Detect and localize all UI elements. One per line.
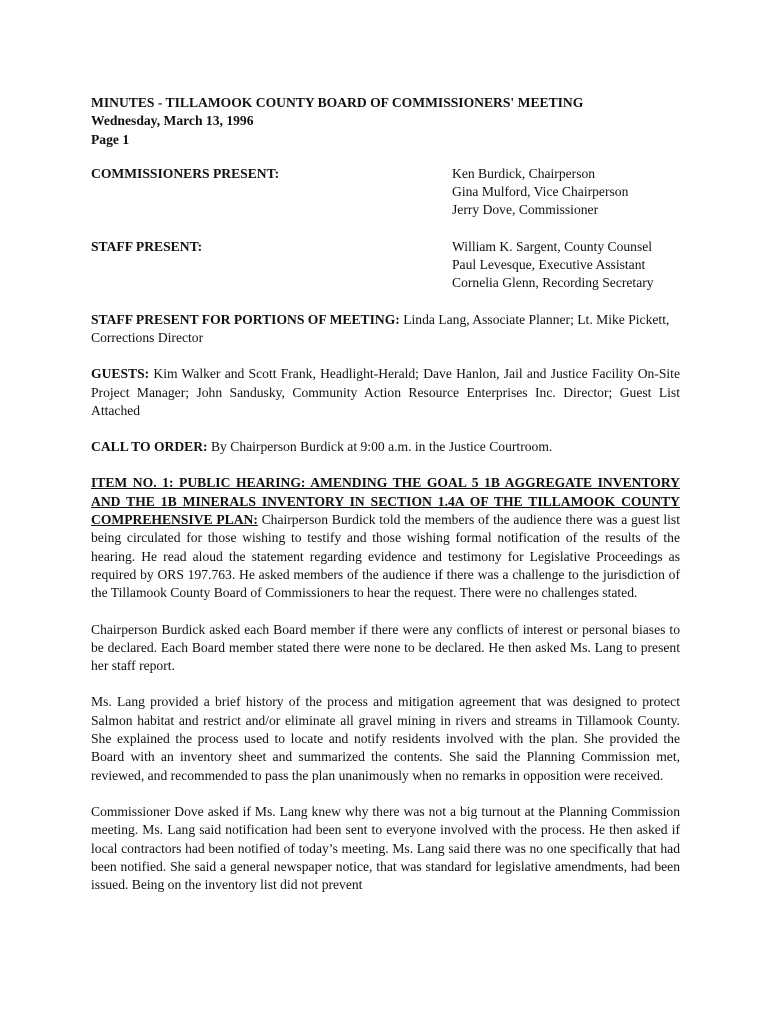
call-to-order-paragraph: [91, 438, 680, 456]
call-to-order-text: By Chairperson Burdick at 9:00 a.m. in the Justice Courtroom.: [207, 439, 553, 455]
staff-portions-paragraph: [91, 311, 680, 348]
document-header: [91, 94, 680, 149]
item-1-paragraph: [91, 474, 680, 602]
staff-name: Paul Levesque, Executive Assistant: [452, 257, 646, 273]
commissioners-present-label: COMMISSIONERS PRESENT:: [91, 165, 280, 181]
body-paragraph: Commissioner Dove asked if Ms. Lang knew why there was not a big turnout at the Planning Commission meeting. Ms. Lang said notification had been sent to everyone involved with the process. He then asked if local contractors had been notified of today’s meeting. Ms. Lang said there was no one specifically that had been notified. She said a general newspaper notice, that was standard for legislative amendments, had been issued. Being on the inventory list did not prevent: [91, 803, 680, 893]
commissioners-present-section: [91, 165, 680, 220]
item-1-title: ITEM NO. 1: PUBLIC HEARING: AMENDING THE GOAL 5 1B AGGREGATE INVENTORY AND THE 1B MINERALS INVENTORY IN SECTION 1.4A OF THE TILLAMOOK COUNTY COMPREHENSIVE PLAN:: [91, 475, 680, 528]
document-title: MINUTES - TILLAMOOK COUNTY BOARD OF COMMISSIONERS' MEETING: [91, 95, 584, 110]
commissioners-list: [452, 165, 680, 220]
body-paragraph: Chairperson Burdick asked each Board member if there were any conflicts of interest or personal biases to be declared. Each Board member stated there were none to be declared. He then asked Ms. Lang to present her staff report.: [91, 621, 680, 674]
page-number: Page 1: [91, 131, 130, 147]
meeting-date: Wednesday, March 13, 1996: [91, 113, 254, 129]
staff-portions-label: STAFF PRESENT FOR PORTIONS OF MEETING:: [91, 311, 400, 327]
body-paragraph: Ms. Lang provided a brief history of the process and mitigation agreement that was designed to protect Salmon habitat and restrict and/or eliminate all gravel mining in rivers and streams in Tillamook County. She explained the process used to locate and notify residents involved with the plan. She provided the Board with an inventory sheet and summarized the contents. She said the Planning Commission met, reviewed, and recommended to pass the plan unanimously when no remarks in opposition were received.: [91, 694, 680, 783]
guests-label: GUESTS:: [91, 366, 150, 382]
staff-present-section: [91, 238, 680, 293]
staff-name: Cornelia Glenn, Recording Secretary: [452, 275, 654, 291]
commissioner-name: Jerry Dove, Commissioner: [452, 202, 599, 218]
item-1-text: Chairperson Burdick told the members of the audience there was a guest list being circulated for those wishing to testify and those wishing formal notification of the results of the hearing. He read aloud the statement regarding evidence and testimony for Legislative Proceedings as required by ORS 197.763. He asked members of the audience if there was a challenge to the jurisdiction of the Tillamook County Board of Commissioners to hear the request. There were no challenges stated.: [91, 512, 680, 601]
staff-name: William K. Sargent, County Counsel: [452, 238, 653, 254]
commissioner-name: Ken Burdick, Chairperson: [452, 165, 596, 181]
staff-list: [452, 238, 680, 293]
guests-text: Kim Walker and Scott Frank, Headlight-Herald; Dave Hanlon, Jail and Justice Facility On-Site Project Manager; John Sandusky, Community Action Resource Enterprises Inc. Director; Guest List Attached: [91, 366, 680, 418]
staff-portions-text: Linda Lang, Associate Planner; Lt. Mike Pickett, Corrections Director: [91, 311, 670, 345]
guests-paragraph: [91, 365, 680, 420]
call-to-order-label: CALL TO ORDER:: [91, 439, 208, 455]
commissioner-name: Gina Mulford, Vice Chairperson: [452, 184, 629, 200]
minutes-page: [91, 94, 680, 894]
staff-present-label: STAFF PRESENT:: [91, 238, 203, 254]
